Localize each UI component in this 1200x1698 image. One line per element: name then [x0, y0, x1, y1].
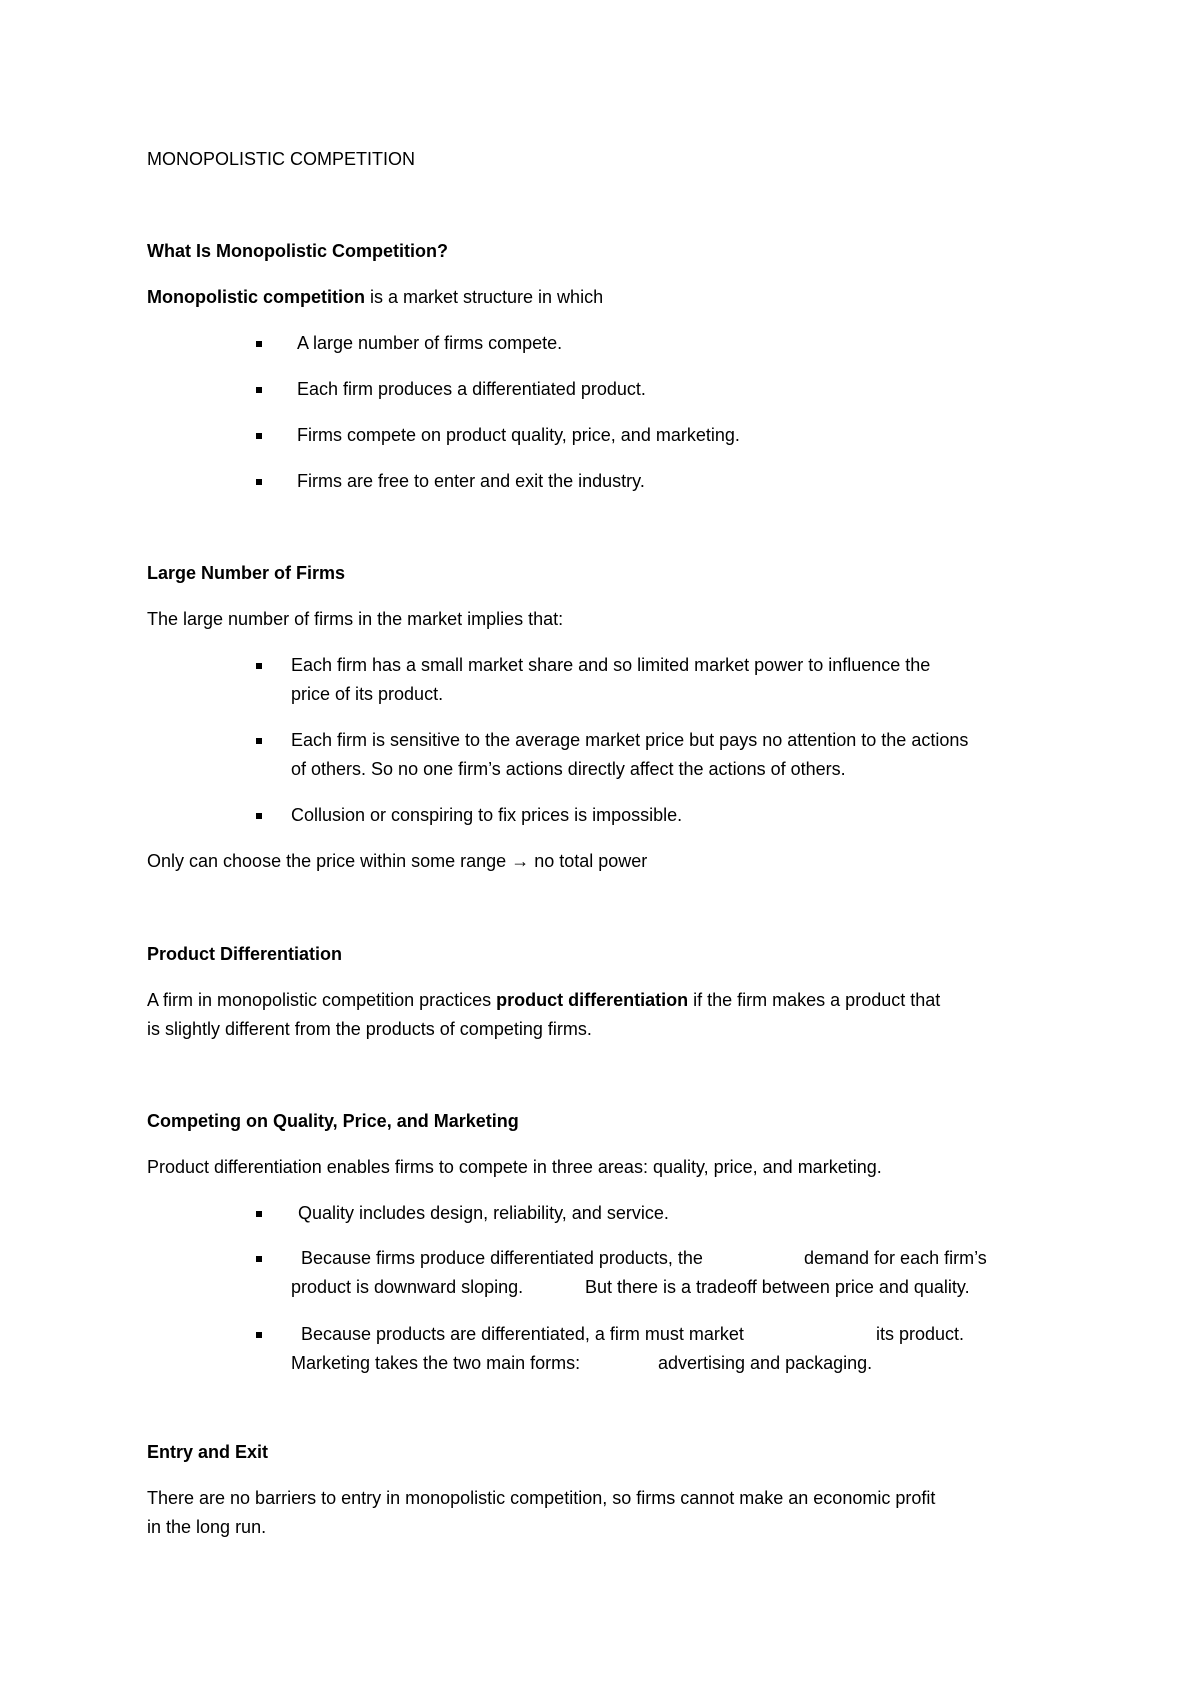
square-bullet-icon — [256, 433, 262, 439]
list-item-text: demand for each firm’s — [804, 1248, 987, 1268]
list-item-text-continued: advertising and packaging. — [658, 1353, 873, 1373]
paragraph-term: product differentiation — [496, 990, 689, 1010]
document-title: MONOPOLISTIC COMPETITION — [147, 149, 416, 169]
definition-text: is a market structure in which — [365, 287, 604, 307]
section-heading-competing: Competing on Quality, Price, and Marketing — [147, 1111, 519, 1131]
paragraph-line: There are no barriers to entry in monopolistic competition, so firms cannot make an economic profit — [147, 1488, 936, 1508]
list-item-text: Each firm is sensitive to the average market price but pays no attention to the actions — [291, 730, 969, 750]
list-item-text-continued: But there is a tradeoff between price and quality. — [585, 1277, 970, 1297]
definition-term: Monopolistic competition — [147, 287, 365, 307]
list-item-text: Because firms produce differentiated products, the — [301, 1248, 703, 1268]
section-heading-large-number: Large Number of Firms — [147, 563, 346, 583]
paragraph-line — [147, 986, 940, 1015]
paragraph-line: in the long run. — [147, 1517, 267, 1537]
list-item-text: Because products are differentiated, a firm must market — [301, 1324, 744, 1344]
section-heading-entry-exit: Entry and Exit — [147, 1442, 269, 1462]
square-bullet-icon — [256, 738, 262, 744]
paragraph-line: is slightly different from the products of competing firms. — [147, 1019, 592, 1039]
list-item-text-continued: Marketing takes the two main forms: — [291, 1353, 581, 1373]
section-heading-product-differentiation: Product Differentiation — [147, 944, 343, 964]
list-item-text-continued: of others. So no one firm’s actions directly affect the actions of others. — [291, 759, 846, 779]
section-intro-what-is — [147, 283, 603, 312]
note-text: Only can choose the price within some range — [147, 851, 512, 871]
square-bullet-icon — [256, 1332, 262, 1338]
list-item-text: Each firm has a small market share and so limited market power to influence the — [291, 655, 931, 675]
price-range-note — [147, 847, 647, 876]
square-bullet-icon — [256, 813, 262, 819]
list-item-text-continued: price of its product. — [291, 684, 444, 704]
square-bullet-icon — [256, 1256, 262, 1262]
square-bullet-icon — [256, 479, 262, 485]
square-bullet-icon — [256, 341, 262, 347]
note-text: no total power — [529, 851, 648, 871]
paragraph-text: if the firm makes a product that — [688, 990, 941, 1010]
list-item-text: Firms compete on product quality, price, and marketing. — [297, 425, 740, 445]
square-bullet-icon — [256, 387, 262, 393]
section-intro-competing: Product differentiation enables firms to compete in three areas: quality, price, and marketing. — [147, 1157, 882, 1177]
list-item-text: Firms are free to enter and exit the industry. — [297, 471, 645, 491]
section-heading-what-is: What Is Monopolistic Competition? — [147, 241, 448, 261]
list-item-text: A large number of firms compete. — [297, 333, 563, 353]
arrow-right-icon: → — [511, 851, 530, 871]
square-bullet-icon — [256, 1211, 262, 1217]
section-intro-large-number: The large number of firms in the market implies that: — [147, 609, 564, 629]
square-bullet-icon — [256, 663, 262, 669]
list-item-text: Collusion or conspiring to fix prices is impossible. — [291, 805, 683, 825]
list-item-text: Quality includes design, reliability, and service. — [298, 1203, 669, 1223]
list-item-text-continued: product is downward sloping. — [291, 1277, 524, 1297]
paragraph-text: A firm in monopolistic competition practices — [147, 990, 497, 1010]
list-item-text: Each firm produces a differentiated product. — [297, 379, 646, 399]
list-item-text: its product. — [876, 1324, 965, 1344]
